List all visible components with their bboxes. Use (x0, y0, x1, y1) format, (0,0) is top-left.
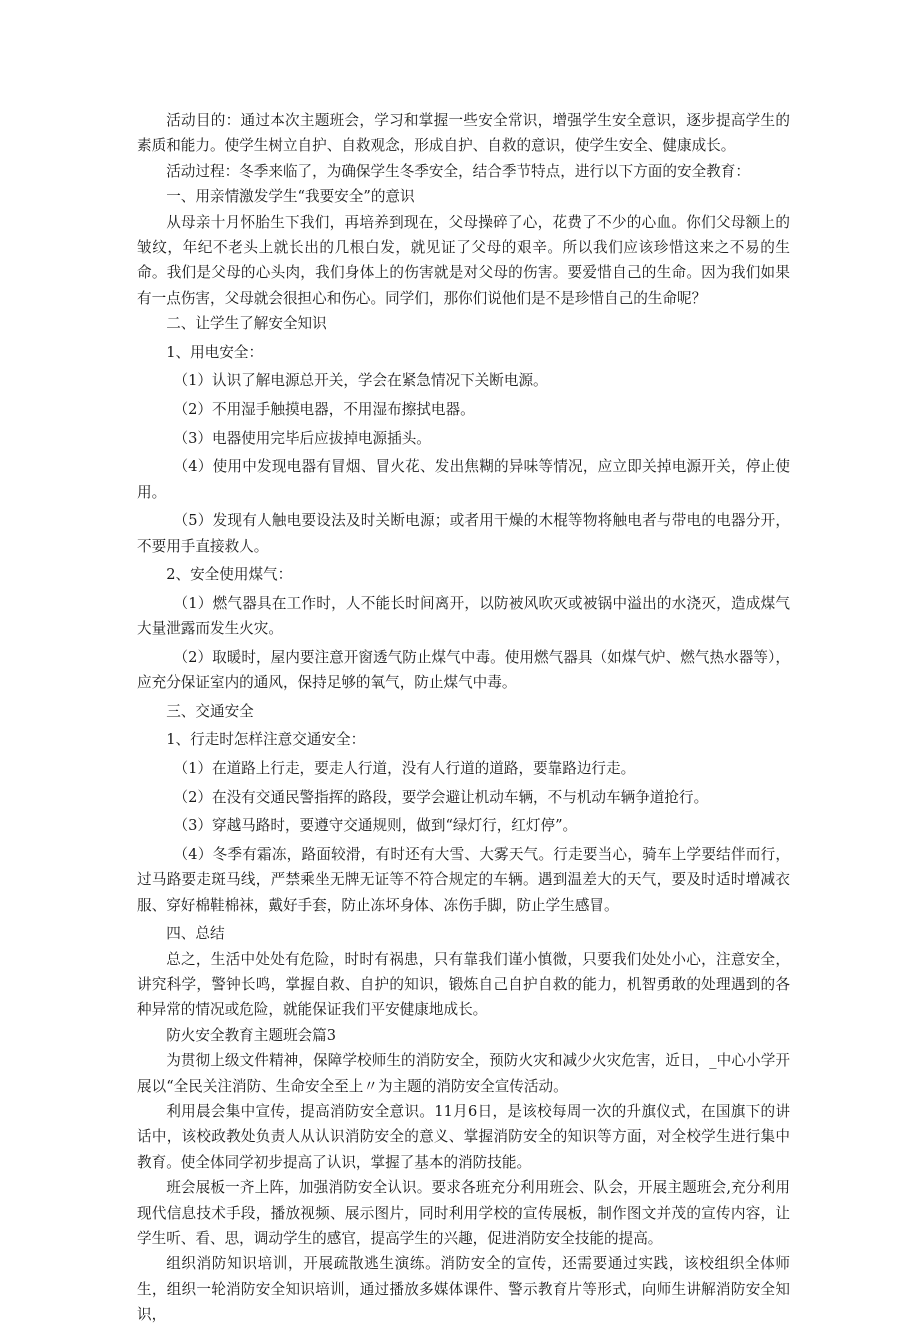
list-item: （3）电器使用完毕后应拔掉电源插头。 (173, 429, 431, 447)
list-item: （2）取暖时，屋内要注意开窗透气防止煤气中毒。使用燃气器具（如煤气炉、燃气热水器等），应充分保证室内的通风，保持足够的氧气，防止煤气中毒。 (137, 648, 790, 692)
list-item: （4）使用中发现电器有冒烟、冒火花、发出焦糊的异味等情况，应立即关掉电源开关，停止使用。 (137, 458, 790, 501)
list-item: （1）在道路上行走，要走人行道，没有人行道的道路，要靠路边行走。 (173, 760, 636, 777)
paragraph: 从母亲十月怀胎生下我们，再培养到现在，父母操碎了心，花费了不少的心血。你们父母额上的皱纹，年纪不老头上就长出的几根白发，就见证了父母的艰辛。所以我们应该珍惜这来之不易的生命。我们是父母的心头肉，我们身体上的伤害就是对父母的伤害。要爱惜自己的生命。因为我们如果有一点伤害，父母就会很担心和伤心。同学们，那你们说他们是不是珍惜自己的生命呢？ (137, 213, 790, 307)
paragraph: 总之，生活中处处有危险，时时有祸患，只有靠我们谨小慎微，只要我们处处小心，注意安全，讲究科学，警钟长鸣，掌握自救、自护的知识，锻炼自己自护自救的能力，机智勇敢的处理遇到的各种异常的情况或危险，就能保证我们平安健康地成长。 (137, 950, 790, 1019)
section-heading: 一、用亲情激发学生“我要安全”的意识 (166, 188, 415, 206)
list-heading: 1、用电安全： (166, 343, 264, 361)
list-item: （4）冬季有霜冻，路面较滑，有时还有大雪、大雾天气。行走要当心，骑车上学要结伴而行，过马路要走斑马线，严禁乘坐无牌无证等不符合规定的车辆。遇到温差大的天气，要及时适时增减衣服、穿好棉鞋棉袜，戴好手套，防止冻坏身体、冻伤手脚，防止学生感冒。 (137, 845, 790, 914)
section-heading: 三、交通安全 (166, 702, 254, 720)
list-item: （1）认识了解电源总开关，学会在紧急情况下关断电源。 (173, 372, 548, 390)
list-heading: 2、安全使用煤气： (166, 566, 293, 584)
section-heading: 二、让学生了解安全知识 (166, 315, 327, 333)
list-item: （5）发现有人触电要设法及时关断电源；或者用干燥的木棍等物将触电者与带电的电器分开，不要用手直接救人。 (137, 512, 790, 555)
section-heading: 防火安全教育主题班会篇3 (166, 1026, 337, 1044)
list-item: （1）燃气器具在工作时，人不能长时间离开，以防被风吹灭或被锅中溢出的水浇灭，造成煤气大量泄露而发生火灾。 (137, 594, 790, 638)
document-body (137, 108, 790, 1328)
list-item: （3）穿越马路时，要遵守交通规则，做到“绿灯行，红灯停”。 (173, 817, 578, 835)
paragraph: 组织消防知识培训，开展疏散逃生演练。消防安全的宣传，还需要通过实践，该校组织全体师生，组织一轮消防安全知识培训，通过播放多媒体课件、警示教育片等形式，向师生讲解消防安全知识， (137, 1255, 790, 1324)
list-heading: 1、行走时怎样注意交通安全： (166, 731, 366, 749)
paragraph: 活动目的：通过本次主题班会，学习和掌握一些安全常识，增强学生安全意识，逐步提高学生的素质和能力。使学生树立自护、自救观念，形成自护、自救的意识，使学生安全、健康成长。 (137, 112, 790, 155)
section-heading: 四、总结 (166, 925, 225, 943)
list-item: （2）在没有交通民警指挥的路段，要学会避让机动车辆，不与机动车辆争道抢行。 (173, 788, 709, 806)
paragraph: 为贯彻上级文件精神，保障学校师生的消防安全，预防火灾和减少火灾危害，近日，_中心小学开展以“全民关注消防、生命安全至上〃为主题的消防安全宣传活动。 (137, 1052, 790, 1095)
paragraph: 活动过程：冬季来临了，为确保学生冬季安全，结合季节特点，进行以下方面的安全教育： (166, 162, 750, 180)
paragraph: 利用晨会集中宣传，提高消防安全意识。11月6日，是该校每周一次的升旗仪式，在国旗下的讲话中，该校政教处负责人从认识消防安全的意义、掌握消防安全的知识等方面，对全校学生进行集中教育。使全体同学初步提高了认识，掌握了基本的消防技能。 (137, 1103, 790, 1171)
paragraph: 班会展板一齐上阵，加强消防安全认识。要求各班充分利用班会、队会，开展主题班会,充分利用现代信息技术手段，播放视频、展示图片，同时利用学校的宣传展板，制作图文并茂的宣传内容，让学生听、看、思，调动学生的感官，提高学生的兴趣，促进消防安全技能的提高。 (137, 1179, 790, 1248)
list-item: （2）不用湿手触摸电器，不用湿布擦拭电器。 (173, 401, 475, 419)
